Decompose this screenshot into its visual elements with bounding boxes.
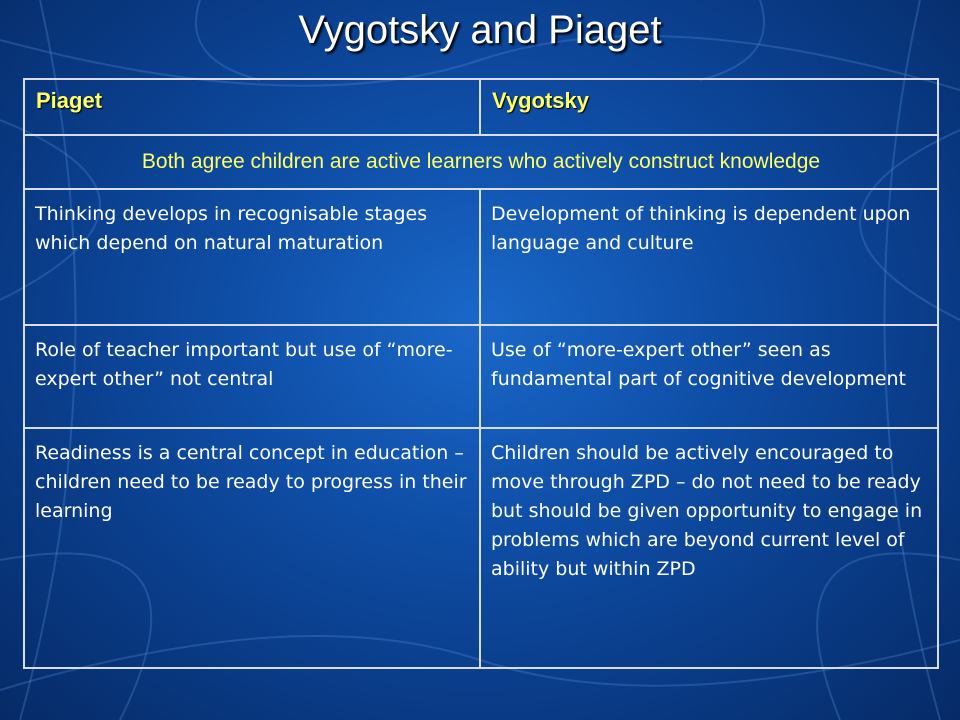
table-header-row bbox=[24, 79, 938, 135]
comparison-table-wrapper bbox=[23, 78, 937, 669]
header-cell-vygotsky bbox=[480, 79, 938, 135]
piaget-text: Thinking develops in recognisable stages which depend on natural maturation bbox=[35, 203, 428, 254]
comparison-table bbox=[23, 78, 939, 669]
agreement-cell bbox=[24, 135, 938, 189]
vygotsky-text: Children should be actively encouraged to move through ZPD – do not need to be ready but should be given opportunity to engage in problems which are beyond current level of ability but within ZPD bbox=[491, 442, 923, 580]
vygotsky-text: Development of thinking is dependent upon language and culture bbox=[491, 203, 911, 254]
piaget-cell bbox=[24, 189, 480, 325]
piaget-cell bbox=[24, 325, 480, 428]
header-cell-piaget bbox=[24, 79, 480, 135]
header-piaget: Piaget bbox=[36, 88, 103, 113]
agreement-text: Both agree children are active learners who actively construct knowledge bbox=[141, 150, 821, 173]
vygotsky-text: Use of “more-expert other” seen as fundamental part of cognitive development bbox=[491, 339, 906, 390]
piaget-cell bbox=[24, 428, 480, 668]
table-row bbox=[24, 189, 938, 325]
table-row bbox=[24, 325, 938, 428]
vygotsky-cell bbox=[480, 325, 938, 428]
vygotsky-cell bbox=[480, 189, 938, 325]
piaget-text: Readiness is a central concept in education – children need to be ready to progress in their learning bbox=[35, 442, 467, 522]
slide-title: Vygotsky and Piaget bbox=[298, 8, 662, 52]
table-row bbox=[24, 428, 938, 668]
piaget-text: Role of teacher important but use of “more-expert other” not central bbox=[35, 339, 453, 390]
header-vygotsky: Vygotsky bbox=[492, 88, 590, 113]
agreement-row bbox=[24, 135, 938, 189]
vygotsky-cell bbox=[480, 428, 938, 668]
